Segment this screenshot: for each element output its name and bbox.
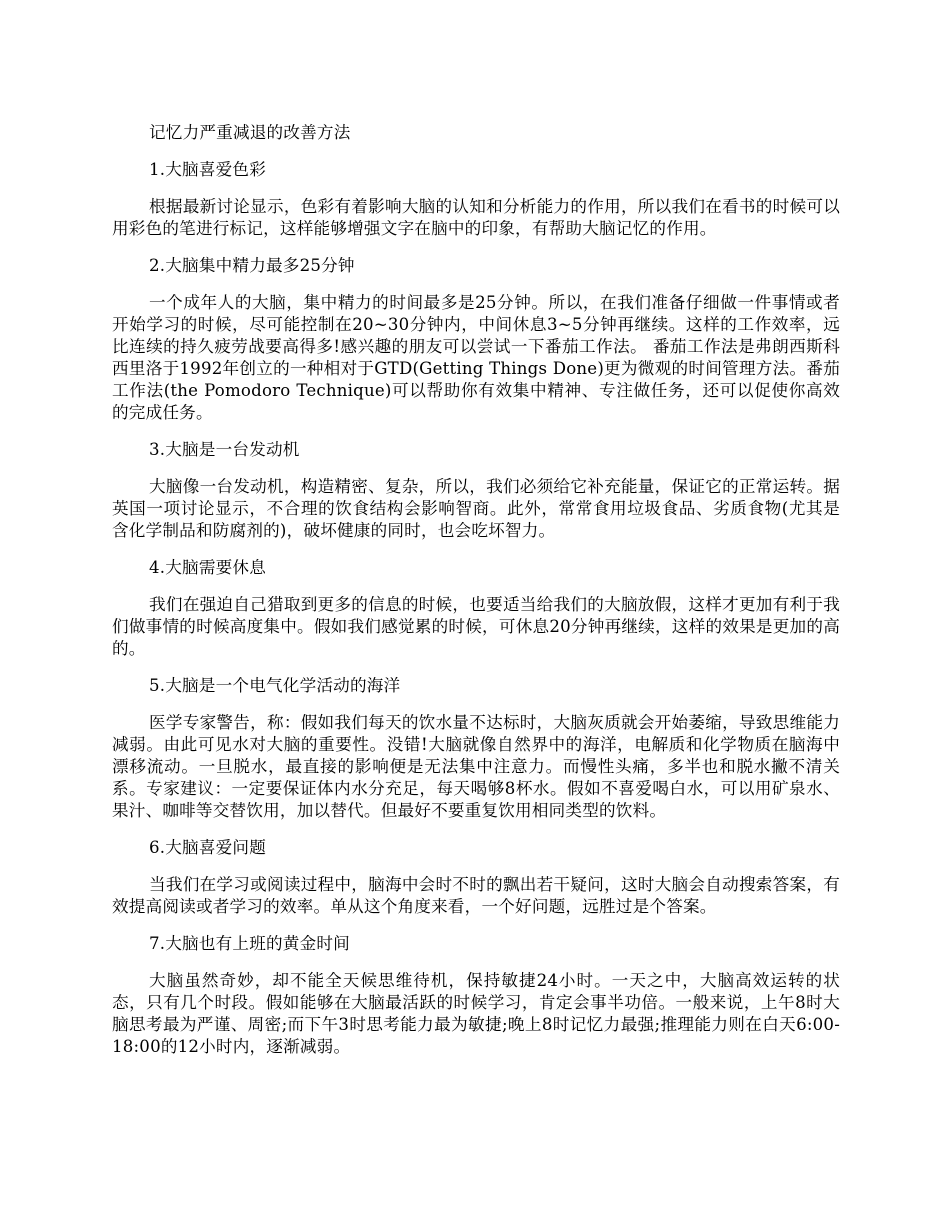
section-3-body: 大脑像一台发动机，构造精密、复杂，所以，我们必须给它补充能量，保证它的正常运转。据英国一项讨论显示，不合理的饮食结构会影响智商。此外，常常食用垃圾食品、劣质食物(尤其是含化学制品和防腐剂的)，破坏健康的同时，也会吃坏智力。 (112, 477, 840, 540)
section-7-body: 大脑虽然奇妙，却不能全天候思维待机，保持敏捷24小时。一天之中，大脑高效运转的状态，只有几个时段。假如能够在大脑最活跃的时候学习，肯定会事半功倍。一般来说，上午8时大脑思考最为严谨、周密;而下午3时思考能力最为敏捷;晚上8时记忆力最强;推理能力则在白天6:00-18:00的12小时内，逐渐减弱。 (112, 971, 840, 1056)
section-1-heading: 1.大脑喜爱色彩 (149, 160, 266, 179)
section-4-body: 我们在强迫自己猎取到更多的信息的时候，也要适当给我们的大脑放假，这样才更加有利于我们做事情的时候高度集中。假如我们感觉累的时候，可休息20分钟再继续，这样的效果是更加的高的。 (112, 595, 840, 658)
section-1-body: 根据最新讨论显示，色彩有着影响大脑的认知和分析能力的作用，所以我们在看书的时候可以用彩色的笔进行标记，这样能够增强文字在脑中的印象，有帮助大脑记忆的作用。 (112, 197, 840, 238)
section-2-heading: 2.大脑集中精力最多25分钟 (149, 256, 355, 275)
section-3-heading: 3.大脑是一台发动机 (149, 440, 300, 459)
document-page (112, 122, 840, 1073)
section-6-body: 当我们在学习或阅读过程中，脑海中会时不时的飘出若干疑问，这时大脑会自动搜索答案，有效提高阅读或者学习的效率。单从这个角度来看，一个好问题，远胜过是个答案。 (112, 875, 840, 916)
section-2-body: 一个成年人的大脑，集中精力的时间最多是25分钟。所以，在我们准备仔细做一件事情或者开始学习的时候，尽可能控制在20~30分钟内，中间休息3~5分钟再继续。这样的工作效率，远比连续的持久疲劳战要高得多!感兴趣的朋友可以尝试一下番茄工作法。 番茄工作法是弗朗西斯科西里洛于1992年创立的一种相对于GTD(Getting Things Done)更为微观的时间管理方法。番茄工作法(the Pomodoro Technique)可以帮助你有效集中精神、专注做任务，还可以促使你高效的完成任务。 (112, 293, 840, 422)
section-5-body: 医学专家警告，称：假如我们每天的饮水量不达标时，大脑灰质就会开始萎缩，导致思维能力减弱。由此可见水对大脑的重要性。没错!大脑就像自然界中的海洋，电解质和化学物质在脑海中漂移流动。一旦脱水，最直接的影响便是无法集中注意力。而慢性头痛，多半也和脱水撇不清关系。专家建议：一定要保证体内水分充足，每天喝够8杯水。假如不喜爱喝白水，可以用矿泉水、果汁、咖啡等交替饮用，加以替代。但最好不要重复饮用相同类型的饮料。 (112, 713, 840, 820)
section-7-heading: 7.大脑也有上班的黄金时间 (149, 934, 350, 953)
section-4-heading: 4.大脑需要休息 (149, 558, 266, 577)
section-5-heading: 5.大脑是一个电气化学活动的海洋 (149, 676, 401, 695)
document-title: 记忆力严重减退的改善方法 (149, 123, 351, 142)
section-6-heading: 6.大脑喜爱问题 (149, 838, 266, 857)
